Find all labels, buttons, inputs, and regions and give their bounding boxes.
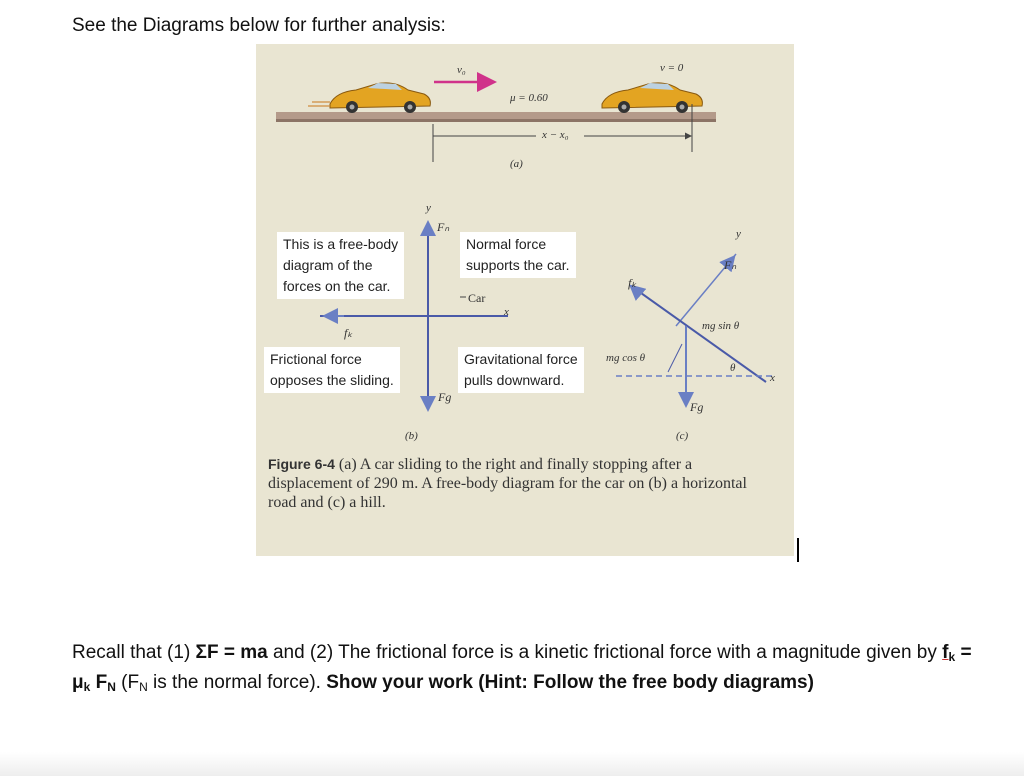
x-axis-label-b: x	[504, 306, 509, 318]
fg-label-c: Fg	[690, 400, 704, 414]
displacement-label: x − x₀	[542, 129, 569, 141]
car-final	[602, 83, 702, 113]
fn-label-c: Fₙ	[724, 258, 737, 272]
caption-text: (a) A car sliding to the right and finally stopping after a displacement of 290 m. A free-body diagram for the car on (b) a horizontal road and (c) a hill.	[268, 456, 747, 511]
v0-label: v₀	[457, 64, 466, 76]
road-edge	[276, 119, 716, 122]
fk-symbol: f	[942, 642, 949, 663]
fk-label-b: fₖ	[344, 326, 353, 340]
panel-b-tag: (b)	[405, 430, 418, 442]
mg-sin-label: mg sin θ	[702, 320, 740, 332]
callout-free-body: This is a free-body diagram of the forces on the car.	[277, 232, 404, 299]
x-axis-label-c: x	[770, 372, 775, 384]
callout-gravitational-force: Gravitational force pulls downward.	[458, 347, 584, 393]
panel-a-tag: (a)	[510, 158, 523, 170]
intro-text: See the Diagrams below for further analysis:	[72, 15, 446, 36]
callout-frictional-force: Frictional force opposes the sliding.	[264, 347, 400, 393]
fg-label-b: Fg	[438, 390, 452, 404]
recall-paragraph: Recall that (1) ΣF = ma and (2) The frictional force is a kinetic frictional force with a magnitude given by $f_k = \mu_k$ $F_N$ ($F_N$ is the normal force). Show your work (Hint: Follow the free body diagrams)	[72, 642, 972, 694]
v-final-label: v = 0	[660, 62, 684, 74]
car-label: Car	[468, 291, 486, 305]
newton-law: ΣF = ma	[195, 642, 268, 663]
fn-label-b: Fₙ	[437, 220, 450, 234]
fk-label-c: fₖ	[628, 276, 637, 290]
page-bottom-shadow	[0, 752, 1024, 776]
road-surface	[276, 112, 716, 119]
panel-c-tag: (c)	[676, 430, 689, 442]
y-axis-label-c: y	[736, 228, 741, 240]
caption-label: Figure 6-4	[268, 456, 335, 472]
theta-label: θ	[730, 362, 736, 374]
text-cursor	[797, 538, 799, 562]
mg-cos-component	[668, 344, 682, 372]
callout-normal-force: Normal force supports the car.	[460, 232, 576, 278]
mu-label: μ = 0.60	[510, 92, 548, 104]
mg-cos-label: mg cos θ	[606, 352, 646, 364]
show-work-hint: Show your work (Hint: Follow the free body diagrams)	[326, 672, 814, 693]
car-initial	[308, 83, 430, 113]
y-axis-label-b: y	[426, 202, 431, 214]
physics-figure	[256, 44, 794, 556]
figure-caption	[268, 455, 748, 512]
incline-x-axis	[634, 288, 766, 382]
